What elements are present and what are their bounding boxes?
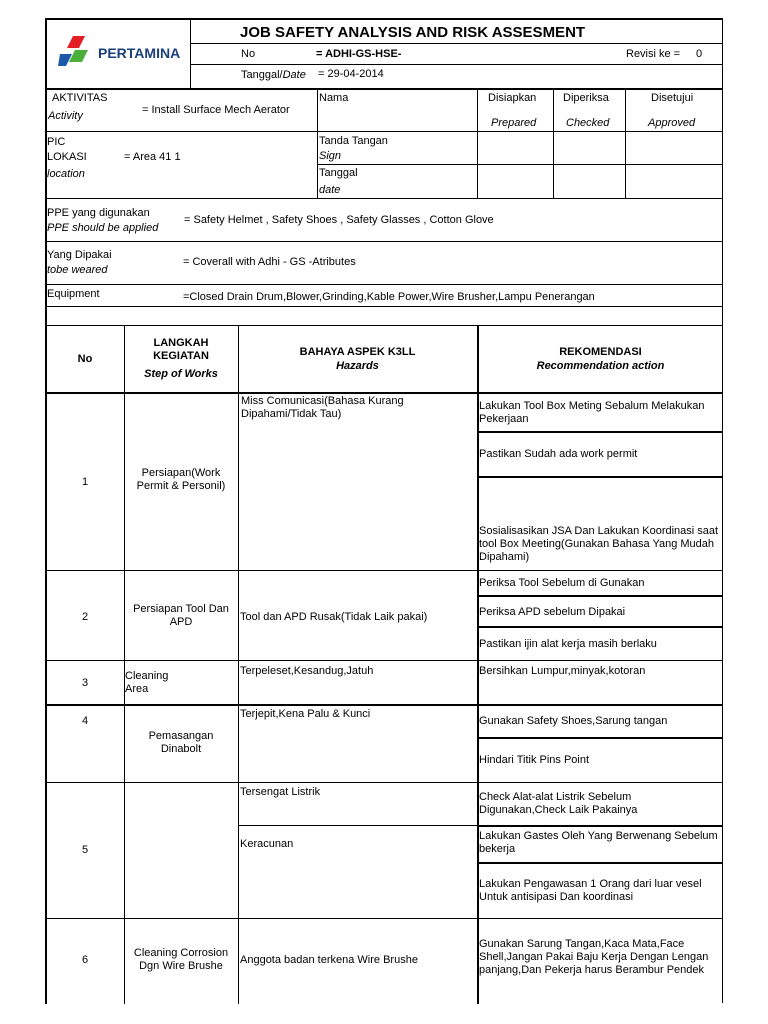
row-step: Cleaning Corrosion Dgn Wire Brushe (133, 947, 229, 972)
checked-label: Checked (566, 117, 610, 129)
row-hazard: Tersengat Listrik (240, 786, 321, 798)
equipment-value: =Closed Drain Drum,Blower,Grinding,Kable Power,Wire Brusher,Lampu Penerangan (183, 291, 595, 303)
row-recommendation: Periksa Tool Sebelum di Gunakan (479, 577, 645, 589)
row-no: 2 (81, 611, 89, 623)
dipakai-label-en: tobe weared (47, 264, 108, 276)
row-recommendation: Pastikan Sudah ada work permit (479, 448, 638, 460)
row-hazard: Anggota badan terkena Wire Brushe (240, 954, 418, 966)
tanggal-value: = 29-04-2014 (318, 68, 384, 80)
revisi-label: Revisi ke = (626, 48, 681, 60)
row-step: Cleaning Area (125, 670, 169, 695)
col-step-header: Step of Works (144, 368, 218, 380)
row-no: 6 (81, 954, 89, 966)
tanggal-sign-label: Tanggal (319, 167, 358, 179)
aktivitas-label: AKTIVITAS (52, 92, 108, 104)
date-sign-label: date (319, 184, 341, 196)
row-recommendation: Hindari Titik Pins Point (479, 754, 590, 766)
row-recommendation: Check Alat-alat Listrik Sebelum Digunakan,Check Laik Pakainya (479, 791, 638, 816)
prepared-label: Prepared (491, 117, 537, 129)
row-step: Persiapan(Work Permit & Personil) (136, 467, 226, 492)
no-value: = ADHI-GS-HSE- (316, 48, 402, 60)
col-no-header: No (77, 353, 93, 365)
col-langkah-header: LANGKAH KEGIATAN (153, 337, 209, 362)
row-no: 5 (81, 844, 89, 856)
tanda-tangan-label: Tanda Tangan (319, 135, 388, 147)
row-recommendation: Periksa APD sebelum Dipakai (479, 606, 626, 618)
col-hazards-header: Hazards (336, 360, 379, 372)
disiapkan-label: Disiapkan (488, 92, 537, 104)
approved-label: Approved (648, 117, 696, 129)
pic-label: PIC (47, 136, 66, 148)
ppe-label-en: PPE should be applied (47, 222, 159, 234)
row-recommendation: Sosialisasikan JSA Dan Lakukan Koordinasi saat tool Box Meeting(Gunakan Bahasa Yang Mudah Dipahami) (479, 525, 719, 563)
logo-text: PERTAMINA (98, 45, 181, 61)
row-recommendation: Gunakan Sarung Tangan,Kaca Mata,Face Shell,Jangan Pakai Baju Kerja Dengan Lengan panjang,Dan Pekerja harus Berambur Pendek (479, 938, 709, 976)
nama-label: Nama (319, 92, 349, 104)
diperiksa-label: Diperiksa (563, 92, 609, 104)
row-step: Persiapan Tool Dan APD (133, 603, 229, 628)
row-no: 1 (81, 476, 89, 488)
activity-label: Activity (48, 110, 83, 122)
row-recommendation: Lakukan Pengawasan 1 Orang dari luar vesel Untuk antisipasi Dan koordinasi (479, 878, 702, 903)
document-title: JOB SAFETY ANALYSIS AND RISK ASSESMENT (240, 24, 586, 41)
row-recommendation: Lakukan Gastes Oleh Yang Berwenang Sebelum bekerja (479, 830, 718, 855)
col-rekomendasi-header: REKOMENDASI (559, 346, 642, 358)
col-recommendation-header: Recommendation action (536, 360, 665, 372)
location-label: location (47, 168, 85, 180)
equipment-label: Equipment (47, 288, 100, 300)
aktivitas-value: = Install Surface Mech Aerator (142, 104, 290, 116)
ppe-label: PPE yang digunakan (47, 207, 150, 219)
row-hazard: Tool dan APD Rusak(Tidak Laik pakai) (240, 611, 428, 623)
pertamina-logo-icon (58, 34, 92, 68)
row-step: Pemasangan Dinabolt (148, 730, 214, 755)
row-recommendation: Bersihkan Lumpur,minyak,kotoran (479, 665, 646, 677)
col-bahaya-header: BAHAYA ASPEK K3LL (299, 346, 416, 358)
revisi-value: 0 (696, 48, 703, 60)
row-no: 4 (81, 715, 89, 727)
lokasi-label: LOKASI (47, 151, 87, 163)
row-hazard: Miss Comunicasi(Bahasa Kurang Dipahami/Tidak Tau) (241, 395, 404, 420)
row-hazard: Terpeleset,Kesandug,Jatuh (240, 665, 374, 677)
row-recommendation: Lakukan Tool Box Meting Sebalum Melakukan Pekerjaan (479, 400, 705, 425)
dipakai-label: Yang Dipakai (47, 249, 112, 261)
lokasi-value: = Area 41 1 (124, 151, 181, 163)
dipakai-value: = Coverall with Adhi - GS -Atributes (183, 256, 356, 268)
row-recommendation: Pastikan ijin alat kerja masih berlaku (479, 638, 657, 650)
sign-label: Sign (319, 150, 342, 162)
no-label: No (241, 48, 256, 60)
row-hazard: Keracunan (240, 838, 294, 850)
row-hazard: Terjepit,Kena Palu & Kunci (240, 708, 371, 720)
disetujui-label: Disetujui (651, 92, 694, 104)
row-no: 3 (81, 677, 89, 689)
row-recommendation: Gunakan Safety Shoes,Sarung tangan (479, 715, 668, 727)
tanggal-label: Tanggal/Date (241, 69, 306, 81)
ppe-value: = Safety Helmet , Safety Shoes , Safety Glasses , Cotton Glove (184, 214, 494, 226)
